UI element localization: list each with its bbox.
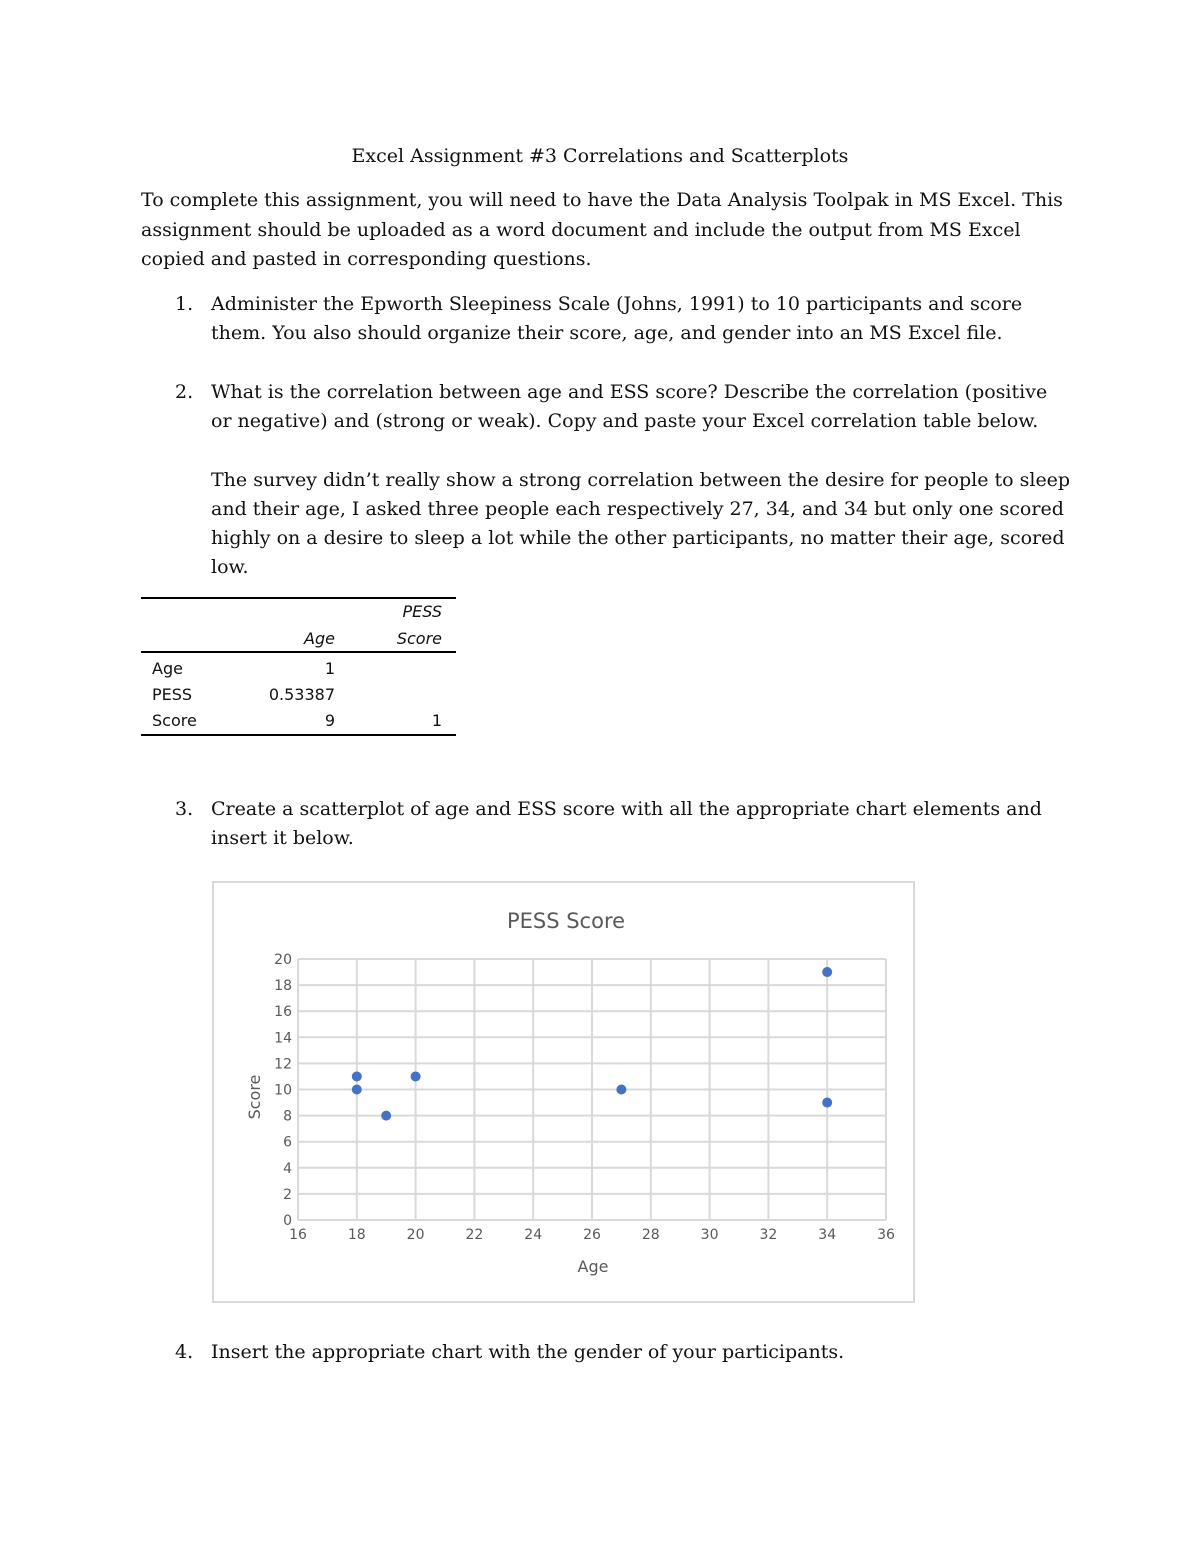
x-tick-label: 30 (700, 1227, 719, 1243)
scatter-point (352, 1071, 362, 1081)
cell-pess-age: 0.53387 (268, 685, 335, 704)
scatter-point (381, 1111, 391, 1121)
x-tick-label: 18 (347, 1227, 366, 1243)
chart-title: PESS Score (506, 909, 626, 933)
question-4-number: 4. (175, 1341, 194, 1363)
x-axis-label: Age (577, 1257, 609, 1276)
header-score: Score (396, 629, 442, 648)
x-tick-label: 32 (759, 1227, 778, 1243)
cell-age-age: 1 (324, 659, 335, 678)
y-tick-label: 2 (283, 1186, 292, 1203)
intro-paragraph: To complete this assignment, you will need to have the Data Analysis Toolpak in MS Excel. This assignment should be uploaded as a word document and include the output from MS Excel copied and pasted in corresponding questions. (141, 189, 1063, 270)
table-bottom-rule (141, 734, 456, 736)
row-label-pess: PESS (152, 685, 193, 704)
scatter-point (616, 1085, 626, 1095)
question-2-text: What is the correlation between age and ESS score? Describe the correlation (positive or negative) and (strong or weak). Copy and paste your Excel correlation table below. (211, 381, 1048, 432)
question-1-text: Administer the Epworth Sleepiness Scale (Johns, 1991) to 10 participants and score them. You also should organize their score, age, and gender into an MS Excel file. (211, 293, 1023, 344)
row-label-age: Age (152, 659, 183, 678)
y-tick-label: 16 (274, 1004, 292, 1021)
y-axis-label: Score (245, 1074, 264, 1120)
y-tick-label: 20 (274, 952, 292, 968)
y-tick-label: 0 (283, 1213, 292, 1229)
cell-score-age: 9 (324, 711, 335, 730)
page-title: Excel Assignment #3 Correlations and Scatterplots (351, 145, 849, 167)
scatter-point (822, 1098, 832, 1108)
table-top-rule (141, 597, 456, 599)
chart-ticks (274, 952, 895, 1243)
x-tick-label: 22 (465, 1227, 484, 1243)
y-tick-label: 14 (274, 1030, 292, 1047)
y-tick-label: 10 (274, 1082, 292, 1099)
y-tick-label: 12 (274, 1056, 292, 1073)
x-tick-label: 16 (289, 1227, 307, 1243)
x-tick-label: 26 (583, 1227, 601, 1243)
chart-grid (298, 959, 886, 1220)
x-tick-label: 34 (818, 1227, 837, 1243)
x-tick-label: 28 (641, 1227, 660, 1243)
header-pess: PESS (402, 602, 442, 621)
answer-2-text: The survey didn’t really show a strong correlation between the desire for people to sleep and their age, I asked three people each respectively 27, 34, and 34 but only one scored highly on a desire to sleep a lot while the other participants, no matter their age, scored low. (211, 469, 1071, 578)
cell-score-score: 1 (431, 711, 442, 730)
question-1-number: 1. (175, 293, 194, 315)
question-3-number: 3. (175, 798, 194, 820)
y-tick-label: 18 (274, 978, 292, 995)
header-age: Age (304, 629, 335, 648)
row-label-score: Score (152, 711, 197, 730)
question-4-text: Insert the appropriate chart with the gender of your participants. (211, 1341, 845, 1363)
scatter-point (352, 1085, 362, 1095)
chart-canvas (214, 883, 913, 1301)
y-tick-label: 6 (283, 1134, 292, 1151)
question-3-text: Create a scatterplot of age and ESS score with all the appropriate chart elements and insert it below. (211, 798, 1042, 849)
y-tick-label: 4 (283, 1160, 292, 1177)
table-header-rule (141, 651, 456, 653)
x-tick-label: 20 (406, 1227, 425, 1243)
x-tick-label: 36 (877, 1227, 895, 1243)
y-tick-label: 8 (283, 1108, 292, 1125)
scatter-chart (212, 881, 915, 1303)
scatter-point (411, 1071, 421, 1081)
scatter-point (822, 967, 832, 977)
question-2-number: 2. (175, 381, 194, 403)
x-tick-label: 24 (524, 1227, 543, 1243)
